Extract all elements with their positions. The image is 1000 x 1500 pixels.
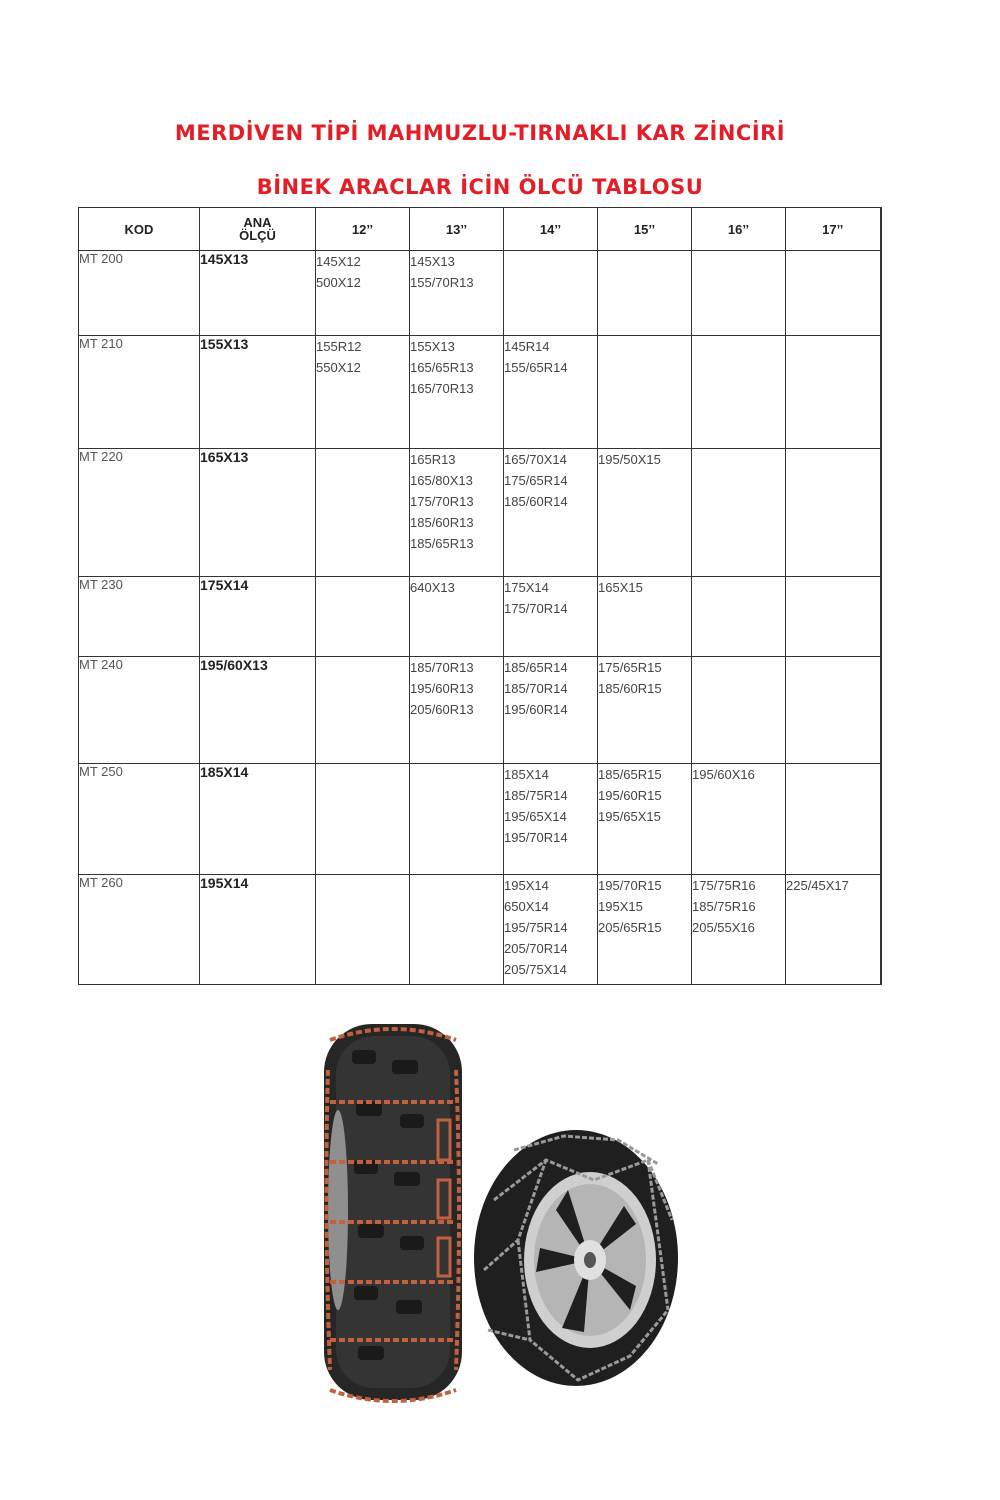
tire-size: 205/65R15 bbox=[598, 920, 662, 935]
header-16: 16’’ bbox=[692, 208, 786, 251]
cell-size-12 bbox=[316, 336, 410, 449]
cell-kod: MT 260 bbox=[79, 875, 200, 985]
tire-size: 155R12 bbox=[316, 339, 362, 354]
page-subtitle: BİNEK ARACLAR İCİN ÖLCÜ TABLOSU bbox=[256, 175, 704, 199]
tire-size: 185/65R14 bbox=[504, 660, 568, 675]
cell-size-13 bbox=[410, 657, 504, 764]
tire-size: 165X15 bbox=[598, 580, 643, 595]
cell-kod: MT 250 bbox=[79, 764, 200, 875]
table-row bbox=[79, 449, 881, 577]
cell-size-17 bbox=[786, 577, 881, 657]
cell-ana-olcu: 145X13 bbox=[200, 251, 316, 336]
cell-size-15 bbox=[598, 875, 692, 985]
tire-size: 165/65R13 bbox=[410, 360, 474, 375]
cell-ana-olcu: 175X14 bbox=[200, 577, 316, 657]
cell-size-14 bbox=[504, 875, 598, 985]
cell-size-16 bbox=[692, 875, 786, 985]
cell-size-17 bbox=[786, 336, 881, 449]
table-row bbox=[79, 577, 881, 657]
tire-size: 185/65R15 bbox=[598, 767, 662, 782]
header-12: 12’’ bbox=[316, 208, 410, 251]
cell-kod: MT 230 bbox=[79, 577, 200, 657]
tire-size: 175/65R14 bbox=[504, 473, 568, 488]
tire-size: 165/70R13 bbox=[410, 381, 474, 396]
tire-size: 195/65X15 bbox=[598, 809, 661, 824]
tire-size: 640X13 bbox=[410, 580, 455, 595]
cell-size-14 bbox=[504, 251, 598, 336]
size-table bbox=[78, 207, 882, 985]
tire-size: 185/75R14 bbox=[504, 788, 568, 803]
cell-size-12 bbox=[316, 875, 410, 985]
tire-size: 155/70R13 bbox=[410, 275, 474, 290]
tire-size: 185/60R14 bbox=[504, 494, 568, 509]
tire-size: 185X14 bbox=[504, 767, 549, 782]
cell-size-14 bbox=[504, 449, 598, 577]
cell-size-16 bbox=[692, 764, 786, 875]
tire-size: 195/60R14 bbox=[504, 702, 568, 717]
cell-ana-olcu: 185X14 bbox=[200, 764, 316, 875]
tire-size: 550X12 bbox=[316, 360, 361, 375]
cell-size-16 bbox=[692, 577, 786, 657]
cell-size-14 bbox=[504, 657, 598, 764]
table-row bbox=[79, 657, 881, 764]
tire-size: 165R13 bbox=[410, 452, 456, 467]
cell-ana-olcu: 155X13 bbox=[200, 336, 316, 449]
tire-size: 195/75R14 bbox=[504, 920, 568, 935]
table-row bbox=[79, 764, 881, 875]
tire-size: 195/65X14 bbox=[504, 809, 567, 824]
cell-kod: MT 200 bbox=[79, 251, 200, 336]
tire-size: 195X15 bbox=[598, 899, 643, 914]
cell-size-16 bbox=[692, 336, 786, 449]
cell-size-16 bbox=[692, 657, 786, 764]
diamond-chain-tire bbox=[474, 1130, 678, 1386]
cell-size-12 bbox=[316, 251, 410, 336]
cell-size-15 bbox=[598, 577, 692, 657]
table-row bbox=[79, 875, 881, 985]
header-14: 14’’ bbox=[504, 208, 598, 251]
cell-size-17 bbox=[786, 875, 881, 985]
tire-size: 185/60R15 bbox=[598, 681, 662, 696]
cell-ana-olcu: 165X13 bbox=[200, 449, 316, 577]
cell-size-12 bbox=[316, 577, 410, 657]
cell-size-15 bbox=[598, 764, 692, 875]
tire-size: 195X14 bbox=[504, 878, 549, 893]
tire-size: 205/60R13 bbox=[410, 702, 474, 717]
cell-size-17 bbox=[786, 657, 881, 764]
header-ana-olcu bbox=[200, 208, 316, 251]
cell-ana-olcu: 195/60X13 bbox=[200, 657, 316, 764]
tire-size: 155/65R14 bbox=[504, 360, 568, 375]
cell-size-17 bbox=[786, 251, 881, 336]
cell-size-13 bbox=[410, 336, 504, 449]
cell-size-13 bbox=[410, 251, 504, 336]
table-header-row bbox=[79, 208, 881, 251]
cell-size-14 bbox=[504, 336, 598, 449]
tire-size: 175/65R15 bbox=[598, 660, 662, 675]
tire-size: 175/75R16 bbox=[692, 878, 756, 893]
tire-size: 175X14 bbox=[504, 580, 549, 595]
header-15: 15’’ bbox=[598, 208, 692, 251]
cell-ana-olcu: 195X14 bbox=[200, 875, 316, 985]
tire-size: 185/75R16 bbox=[692, 899, 756, 914]
tire-size: 155X13 bbox=[410, 339, 455, 354]
tire-size: 175/70R14 bbox=[504, 601, 568, 616]
tire-size: 195/60X16 bbox=[692, 767, 755, 782]
cell-kod: MT 210 bbox=[79, 336, 200, 449]
header-ana-line2: ÖLÇÜ bbox=[239, 228, 276, 243]
page-title: MERDİVEN TİPİ MAHMUZLU-TIRNAKLI KAR ZİNCİRİ bbox=[174, 121, 786, 145]
cell-size-17 bbox=[786, 764, 881, 875]
header-kod: KOD bbox=[79, 208, 200, 251]
table-row bbox=[79, 251, 881, 336]
cell-size-13 bbox=[410, 577, 504, 657]
tire-size: 145X12 bbox=[316, 254, 361, 269]
header-ana-line1: ANA bbox=[243, 215, 272, 230]
tire-size: 195/60R15 bbox=[598, 788, 662, 803]
tire-size: 500X12 bbox=[316, 275, 361, 290]
tire-size: 145X13 bbox=[410, 254, 455, 269]
tire-size: 185/70R14 bbox=[504, 681, 568, 696]
header-17: 17’’ bbox=[786, 208, 881, 251]
tire-size: 205/70R14 bbox=[504, 941, 568, 956]
tire-size: 205/75X14 bbox=[504, 962, 567, 977]
cell-size-17 bbox=[786, 449, 881, 577]
table-row bbox=[79, 336, 881, 449]
tire-size: 185/65R13 bbox=[410, 536, 474, 551]
tire-size: 225/45X17 bbox=[786, 878, 849, 893]
snow-chain-product-photo bbox=[318, 1010, 678, 1420]
cell-size-15 bbox=[598, 449, 692, 577]
tire-size: 165/80X13 bbox=[410, 473, 473, 488]
tire-size: 175/70R13 bbox=[410, 494, 474, 509]
cell-size-12 bbox=[316, 449, 410, 577]
cell-size-15 bbox=[598, 251, 692, 336]
cell-size-13 bbox=[410, 449, 504, 577]
cell-size-16 bbox=[692, 449, 786, 577]
tire-size: 165/70X14 bbox=[504, 452, 567, 467]
cell-kod: MT 240 bbox=[79, 657, 200, 764]
tire-size: 185/60R13 bbox=[410, 515, 474, 530]
tire-size: 195/70R15 bbox=[598, 878, 662, 893]
cell-size-12 bbox=[316, 764, 410, 875]
tire-size: 145R14 bbox=[504, 339, 550, 354]
cell-size-15 bbox=[598, 657, 692, 764]
cell-size-12 bbox=[316, 657, 410, 764]
tire-size: 195/70R14 bbox=[504, 830, 568, 845]
cell-size-13 bbox=[410, 764, 504, 875]
tire-size: 195/60R13 bbox=[410, 681, 474, 696]
cell-size-16 bbox=[692, 251, 786, 336]
cell-size-14 bbox=[504, 577, 598, 657]
cell-kod: MT 220 bbox=[79, 449, 200, 577]
ladder-chain-tire bbox=[324, 1024, 462, 1401]
header-13: 13’’ bbox=[410, 208, 504, 251]
tire-size: 185/70R13 bbox=[410, 660, 474, 675]
cell-size-14 bbox=[504, 764, 598, 875]
tire-size: 650X14 bbox=[504, 899, 549, 914]
tire-size: 195/50X15 bbox=[598, 452, 661, 467]
tire-size: 205/55X16 bbox=[692, 920, 755, 935]
cell-size-13 bbox=[410, 875, 504, 985]
cell-size-15 bbox=[598, 336, 692, 449]
